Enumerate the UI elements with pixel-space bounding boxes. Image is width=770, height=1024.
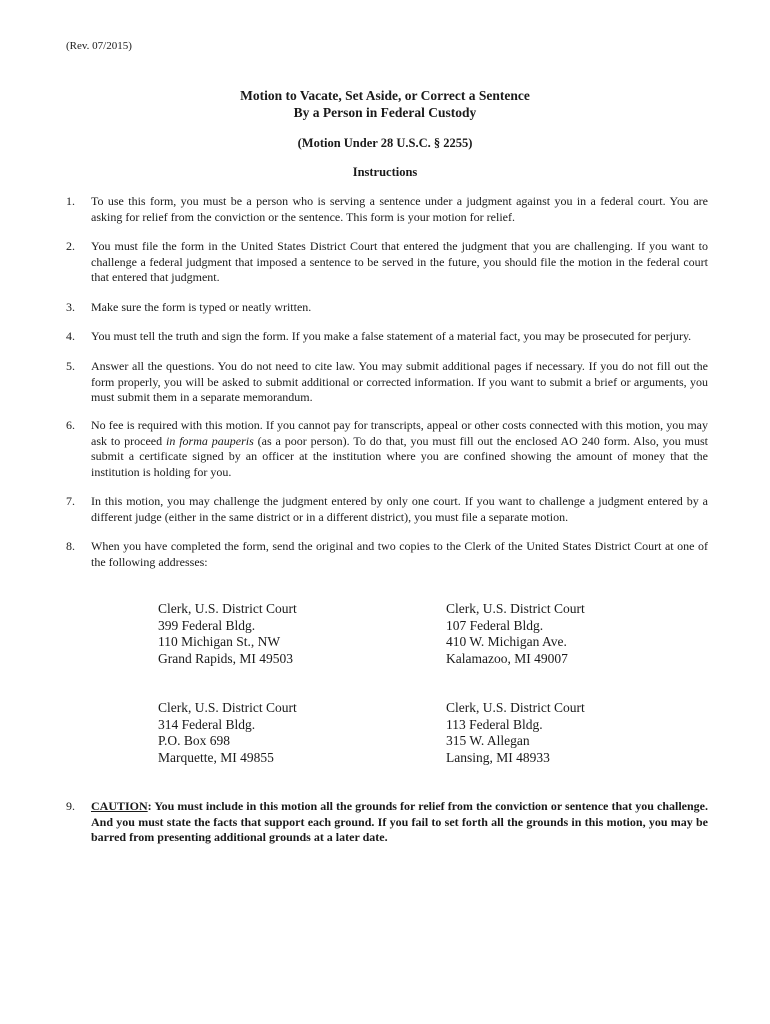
item-text: You must file the form in the United States District Court that entered the judgment that you are challenging. If you want to challenge a federal judgment that imposed a sentence to be served in the future, you should file the motion in the federal court that entered that judgment. <box>91 239 708 284</box>
instruction-item-9-caution <box>66 799 708 846</box>
address-line: 113 Federal Bldg. <box>446 716 543 732</box>
item-number: 3. <box>66 300 75 314</box>
item-number: 8. <box>66 539 75 553</box>
address-line: 110 Michigan St., NW <box>158 634 281 649</box>
instruction-item-3 <box>66 300 708 316</box>
item-text <box>91 799 708 846</box>
instruction-item-5 <box>66 359 708 406</box>
page-title-line1: Motion to Vacate, Set Aside, or Correct a Sentence <box>240 88 530 103</box>
address-line: P.O. Box 698 <box>158 733 231 748</box>
instructions-heading: Instructions <box>352 165 418 179</box>
item-number: 6. <box>66 418 75 432</box>
instruction-item-4 <box>66 329 708 345</box>
item-text-part-b: (as a poor person). To do that, you must fill out the enclosed AO 240 form. Also, you must submit a certificate signed by an officer at the institution where you are confined showing the amount of money that the institution is holding for you. <box>91 433 708 479</box>
instruction-item-7 <box>66 494 708 525</box>
item-text: To use this form, you must be a person who is serving a sentence under a judgment against you in a federal court. You are asking for relief from the conviction or the sentence. This form is your motion for relief. <box>91 194 708 224</box>
item-text-italic: in forma pauperis <box>165 433 254 448</box>
caution-label: CAUTION <box>91 799 148 813</box>
address-line: Clerk, U.S. District Court <box>446 700 585 715</box>
address-grand-rapids <box>158 601 297 667</box>
instruction-item-1 <box>66 194 708 225</box>
item-number: 1. <box>66 194 75 208</box>
address-line: 410 W. Michigan Ave. <box>446 634 567 649</box>
item-number: 5. <box>66 359 75 373</box>
caution-text: : You must include in this motion all the grounds for relief from the conviction or sentence that you challenge. And you must state the facts that support each ground. If you fail to set forth all the grounds in this motion, you may be barred from presenting additional grounds at a later date. <box>91 799 708 844</box>
address-line: Grand Rapids, MI 49503 <box>158 650 293 666</box>
address-line: 107 Federal Bldg. <box>446 617 544 633</box>
address-line: 399 Federal Bldg. <box>158 617 256 633</box>
instruction-item-6 <box>66 418 708 480</box>
instruction-item-2 <box>66 239 708 286</box>
item-text-part-a: No fee is required with this motion. If you cannot pay for transcripts, appeal or other costs connected with this motion, you may ask to proceed <box>91 418 708 448</box>
item-text: You must tell the truth and sign the form. If you make a false statement of a material fact, you may be prosecuted for perjury. <box>91 329 692 343</box>
item-text: In this motion, you may challenge the judgment entered by only one court. If you want to challenge a judgment entered by a different judge (either in the same district or in a different district), you must file a separate motion. <box>91 494 708 524</box>
address-line: Marquette, MI 49855 <box>158 749 274 765</box>
address-line: Lansing, MI 48933 <box>446 749 550 765</box>
item-number: 9. <box>66 799 75 813</box>
revision-label: (Rev. 07/2015) <box>66 40 132 52</box>
item-text <box>91 418 708 480</box>
address-lansing <box>446 700 585 766</box>
page-title-line2: By a Person in Federal Custody <box>293 105 477 120</box>
address-kalamazoo <box>446 601 585 667</box>
address-line: Kalamazoo, MI 49007 <box>446 650 568 666</box>
item-text: When you have completed the form, send the original and two copies to the Clerk of the United States District Court at one of the following addresses: <box>91 539 708 569</box>
instruction-item-8 <box>66 539 708 570</box>
item-number: 2. <box>66 239 75 253</box>
item-text: Make sure the form is typed or neatly written. <box>91 300 312 314</box>
address-line: Clerk, U.S. District Court <box>158 700 297 715</box>
address-line: 315 W. Allegan <box>446 733 530 748</box>
address-marquette <box>158 700 297 766</box>
item-number: 7. <box>66 494 75 508</box>
address-line: Clerk, U.S. District Court <box>446 601 585 616</box>
statute-subtitle: (Motion Under 28 U.S.C. § 2255) <box>297 136 473 150</box>
item-number: 4. <box>66 329 75 343</box>
item-text: Answer all the questions. You do not need to cite law. You may submit additional pages if necessary. If you do not fill out the form properly, you will be asked to submit additional or corrected information. If you want to submit a brief or arguments, you must submit them in a separate memorandum. <box>91 359 708 404</box>
address-line: Clerk, U.S. District Court <box>158 601 297 616</box>
address-line: 314 Federal Bldg. <box>158 716 256 732</box>
